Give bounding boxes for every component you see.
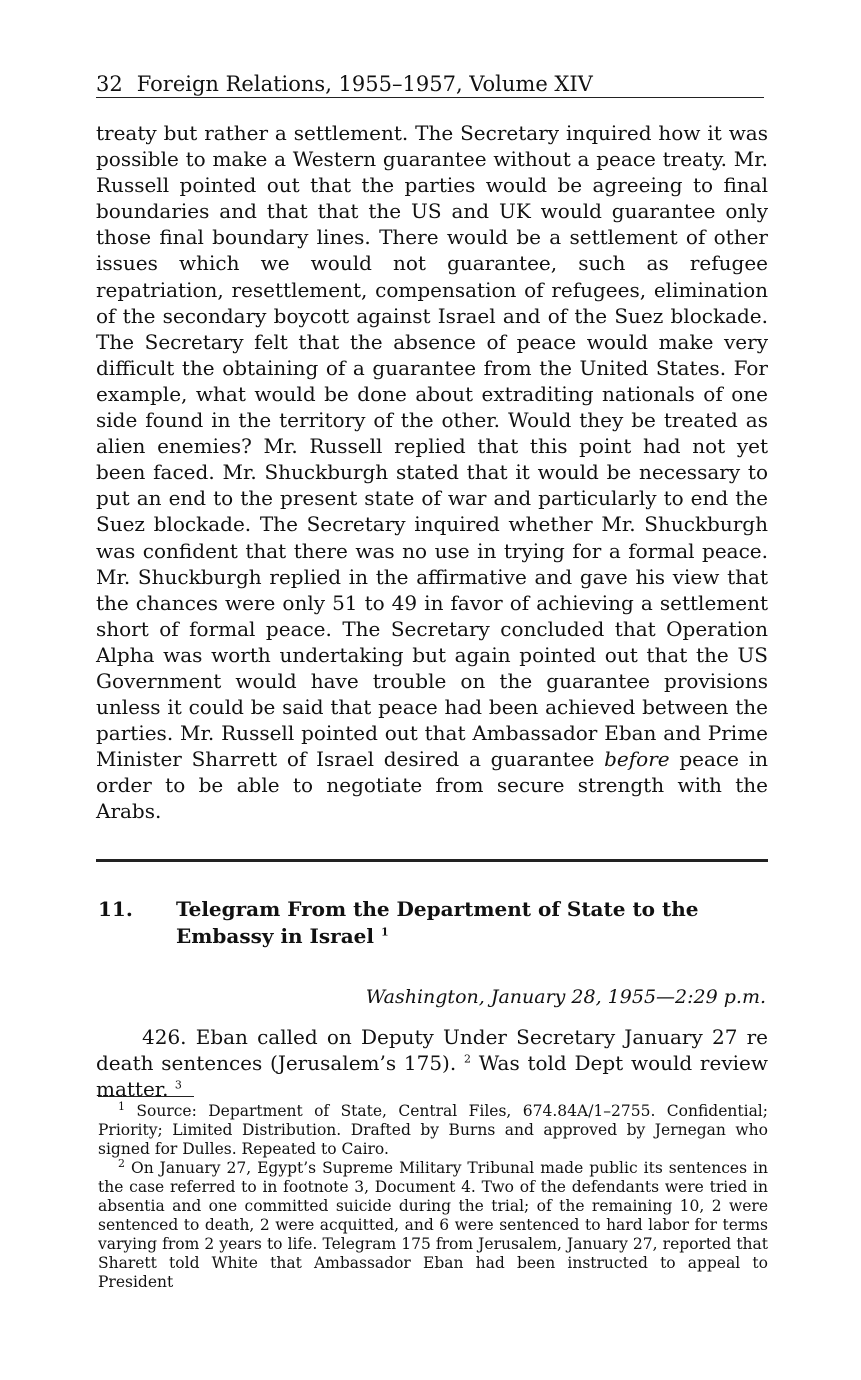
- volume-title: Foreign Relations, 1955–1957, Volume XIV: [136, 72, 593, 96]
- footnote-ref-2[interactable]: 2: [463, 1052, 471, 1066]
- telegram-paragraph: 426. Eban called on Deputy Under Secretary January 27 re death sentences (Jerusalem’s 175). $^2$ Was told Dept would review matter. $^3$: [96, 1025, 768, 1101]
- telegram-body: [96, 1024, 768, 1102]
- continued-memorandum-text: [96, 120, 768, 825]
- section-divider: [96, 859, 768, 862]
- document-number: 11.: [98, 897, 133, 921]
- emphasis-before: before: [604, 747, 670, 772]
- running-header: [96, 72, 764, 98]
- page-number: 32: [96, 72, 123, 96]
- footnote-ref-1[interactable]: 1: [380, 925, 389, 939]
- footnote-ref-3[interactable]: 3: [174, 1078, 182, 1092]
- dateline: Washington, January 28, 1955—2:29 p.m.: [365, 986, 766, 1008]
- footnote-2: $^2$ On January 27, Egypt’s Supreme Military Tribunal made public its sentences in the case referred to in footnote 3, Document 4. Two of the defendants were tried in absentia and one committed suicide during the trial; of the remaining 10, 2 were sentenced to death, 2 were acquitted, and 6 were sentenced to hard labor for terms varying from 2 years to life. Telegram 175 from Jerusalem, January 27, reported that Sharett told White that Ambassador Eban had been instructed to appeal to President: [98, 1156, 768, 1291]
- footnote-divider: [98, 1096, 194, 1097]
- footnotes: [98, 1099, 768, 1292]
- footnote-1: $^1$ Source: Department of State, Central Files, 674.84A/1–2755. Confidential; Priority; Limited Distribution. Drafted by Burns and approved by Jernegan who signed for Dulles. Repeated to Cairo.: [98, 1099, 768, 1158]
- memorandum-paragraph: treaty but rather a settlement. The Secretary inquired how it was possible to make a Western guarantee without a peace treaty. Mr. Russell pointed out that the parties would be agreeing to final boundaries and that that the US and UK would guarantee only those final boundary lines. There would be a settlement of other issues which we would not guarantee, such as refugee repatriation, resettlement, compensation of refugees, elimination of the secondary boycott against Israel and of the Suez blockade. The Secretary felt that the absence of peace would make very difficult the obtaining of a guarantee from the United States. For example, what would be done about extraditing nationals of one side found in the territory of the other. Would they be treated as alien enemies? Mr. Russell replied that this point had not yet been faced. Mr. Shuckburgh stated that it would be necessary to put an end to the present state of war and particularly to end the Suez blockade. The Secretary inquired whether Mr. Shuckburgh was confident that there was no use in trying for a formal peace. Mr. Shuckburgh replied in the affirmative and gave his view that the chances were only 51 to 49 in favor of achieving a settlement short of formal peace. The Secretary concluded that Operation Alpha was worth undertaking but again pointed out that the US Government would have trouble on the guarantee provisions unless it could be said that peace had been achieved between the parties. Mr. Russell pointed out that Ambassador Eban and Prime Minister Sharrett of Israel desired a guarantee before peace in order to be able to negotiate from secure strength with the Arabs.: [96, 121, 768, 824]
- document-title: Telegram From the Department of State to the Embassy in Israel $^1$: [176, 897, 699, 948]
